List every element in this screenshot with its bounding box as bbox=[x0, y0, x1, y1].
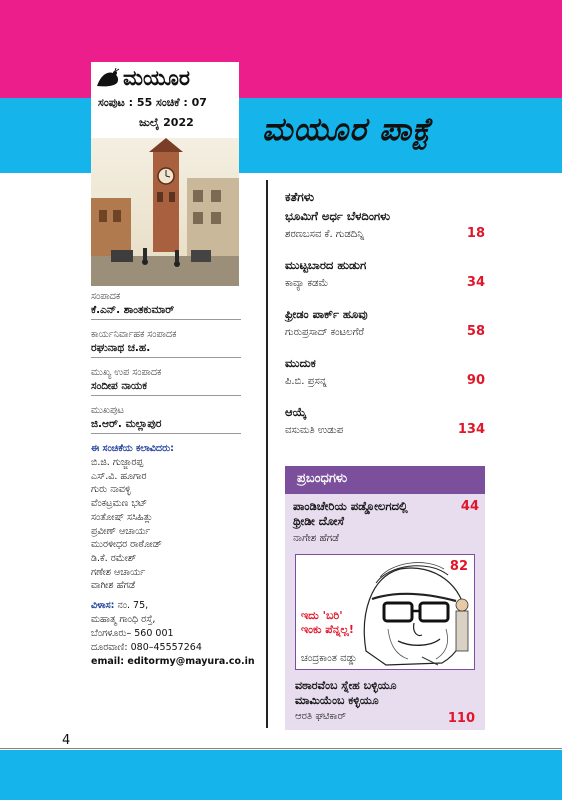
column-divider bbox=[266, 180, 268, 728]
address-line-3: ಬೆಂಗಳೂರು– 560 001 bbox=[91, 628, 174, 640]
article-page-number: 82 bbox=[449, 559, 468, 574]
article-title-line-2: ಇಂಕು ಪೆನ್ನಲ್ಲ! bbox=[301, 623, 354, 636]
contributors-list bbox=[91, 456, 261, 593]
contributor-name: ಎಸ್.ವಿ. ಹೂಗಾರ bbox=[91, 470, 147, 482]
article-author: ಚಂದ್ರಕಾಂತ ವಡ್ಡು bbox=[301, 653, 358, 664]
contributor-name: ವಾಗೀಶ ಹೆಗಡೆ bbox=[91, 580, 136, 592]
table-of-contents bbox=[285, 188, 485, 453]
stories-heading: ಕತೆಗಳು bbox=[285, 190, 315, 204]
article-title-line-1: ಪಾಂಡಿಚೇರಿಯ ಪಡ್ಡೋಲಗದಲ್ಲಿ bbox=[293, 499, 408, 513]
magazine-title: ಮಯೂರ ಪಾಕ್ಟೆ bbox=[262, 110, 431, 148]
article-illustration[interactable] bbox=[295, 554, 475, 670]
editor-name: ಕೆ.ಎನ್. ಶಾಂತಕುಮಾರ್ bbox=[91, 304, 175, 316]
address-block bbox=[91, 599, 261, 669]
cover-painting-image bbox=[91, 138, 239, 286]
staff-divider bbox=[91, 357, 241, 358]
contributor-name: ಪ್ರವೀಣ್ ಆಚಾರ್ಯ bbox=[91, 525, 151, 537]
article-title bbox=[301, 609, 354, 637]
story-author: ಶರಣಬಸವ ಕೆ. ಗುಡದಿನ್ನಿ bbox=[285, 229, 365, 240]
articles-heading-bar bbox=[285, 466, 485, 494]
cover-issue-line: ಸಂಪುಟ : 55 ಸಂಚಿಕೆ : 07 bbox=[98, 96, 207, 109]
peacock-icon bbox=[95, 68, 121, 88]
header-pink-band bbox=[0, 0, 562, 98]
story-entry[interactable] bbox=[285, 257, 485, 291]
story-page-number: 18 bbox=[466, 226, 485, 241]
article-entry[interactable] bbox=[295, 678, 475, 724]
phone-number: ದೂರವಾಣಿ: 080–45557264 bbox=[91, 642, 202, 654]
email-link[interactable]: email: editormy@mayura.co.in bbox=[91, 656, 255, 668]
contributor-name: ಸಂತೋಷ್ ಸಸಿಹಿತ್ಲು bbox=[91, 511, 153, 523]
story-title: ಮುದುಕ bbox=[285, 356, 316, 370]
deputy-editor-role: ಮುಖ್ಯ ಉಪ ಸಂಪಾದಕ bbox=[91, 367, 162, 378]
article-title-line-2: ಥ್ರೀಡೀ ದೋಸೆ bbox=[293, 514, 344, 528]
exec-editor-role: ಕಾರ್ಯನಿರ್ವಾಹಕ ಸಂಪಾದಕ bbox=[91, 329, 177, 340]
story-page-number: 90 bbox=[466, 373, 485, 388]
contributor-name: ಮುರಳೀಧರ ರಾಠೋಡ್ bbox=[91, 539, 162, 551]
contributor-name: ಗುರು ನಾವಳ್ಳಿ bbox=[91, 484, 131, 496]
cover-logo-text: ಮಯೂರ bbox=[123, 66, 190, 90]
staff-divider bbox=[91, 395, 241, 396]
exec-editor-credit bbox=[91, 328, 261, 358]
editor-credit bbox=[91, 290, 261, 320]
footer-rule bbox=[0, 748, 562, 749]
address-label: ವಿಳಾಸ: bbox=[91, 600, 115, 612]
articles-heading: ಪ್ರಬಂಧಗಳು bbox=[297, 471, 348, 486]
cover-month-line: ಜುಲೈ 2022 bbox=[139, 116, 194, 129]
article-entry[interactable] bbox=[293, 499, 479, 546]
address-line-1: ನಂ. 75, bbox=[117, 600, 149, 612]
contributors-heading: ಈ ಸಂಚಿಕೆಯ ಕಲಾವಿದರು: bbox=[91, 443, 174, 454]
deputy-editor-credit bbox=[91, 366, 261, 396]
story-page-number: 134 bbox=[457, 422, 485, 437]
footer-cyan-band bbox=[0, 750, 562, 800]
article-title-line-1: ಇದು 'ಬರಿ' bbox=[301, 609, 343, 622]
contributor-name: ಡಿ.ಕೆ. ರಮೇಶ್ bbox=[91, 552, 137, 564]
story-author: ಗುರುಪ್ರಸಾದ್ ಕಂಟಲಗೆರೆ bbox=[285, 327, 365, 338]
story-author: ವಸುಮತಿ ಉಡುಪ bbox=[285, 425, 344, 436]
story-author: ಕಾವ್ಯಾ ಕಡಮೆ bbox=[285, 278, 329, 289]
staff-divider bbox=[91, 433, 241, 434]
story-entry[interactable] bbox=[285, 355, 485, 389]
story-title: ಭೂಮಿಗೆ ಅರ್ಧ ಬೆಳದಿಂಗಳು bbox=[285, 209, 391, 223]
cover-artist-role: ಮುಖಪುಟ bbox=[91, 405, 124, 416]
article-author: ನಾಗೇಶ ಹೆಗಡೆ bbox=[293, 533, 339, 544]
article-page-number: 110 bbox=[447, 711, 475, 726]
cover-logo bbox=[95, 66, 190, 90]
address-line bbox=[91, 599, 261, 613]
exec-editor-name: ರಘುನಾಥ ಚ.ಹ. bbox=[91, 342, 151, 354]
editor-role: ಸಂಪಾದಕ bbox=[91, 291, 121, 302]
article-title-line-2: ಮಾಮಿಯೆಂಬ ಕಳ್ಳಿಯೂ bbox=[295, 694, 379, 707]
page-number: 4 bbox=[62, 733, 71, 748]
story-page-number: 34 bbox=[466, 275, 485, 290]
address-line-2: ಮಹಾತ್ಮ ಗಾಂಧಿ ರಸ್ತೆ, bbox=[91, 614, 156, 626]
staff-credits bbox=[91, 290, 261, 669]
story-entry[interactable] bbox=[285, 306, 485, 340]
article-page-number: 44 bbox=[460, 499, 479, 514]
article-title-line-1: ವಠಾರವೆಂಬ ಸ್ನೇಹ ಬಳ್ಳಿಯೂ bbox=[295, 679, 397, 692]
contributor-name: ಬಿ.ಜಿ. ಗುಜ್ಜಾರಪ್ಪ bbox=[91, 457, 144, 468]
story-entry[interactable] bbox=[285, 208, 485, 242]
article-author: ಆರತಿ ಘಟಿಕಾರ್ bbox=[295, 711, 346, 722]
story-author: ಪಿ.ಬಿ. ಪ್ರಸನ್ನ bbox=[285, 376, 327, 387]
deputy-editor-name: ಸಂದೀಪ ನಾಯಕ bbox=[91, 380, 147, 392]
story-page-number: 58 bbox=[466, 324, 485, 339]
staff-divider bbox=[91, 319, 241, 320]
contributor-name: ಗಣೇಶ ಆಚಾರ್ಯ bbox=[91, 566, 146, 578]
cover-artist-credit bbox=[91, 404, 261, 434]
cover-artist-name: ಜಿ.ಆರ್. ಮಲ್ಲಾಪುರ bbox=[91, 418, 162, 430]
story-title: ಫ್ರೀಡಂ ಪಾರ್ಕ್ ಹೂವು bbox=[285, 307, 368, 321]
articles-box bbox=[285, 466, 485, 730]
story-title: ಮುಟ್ಟಬಾರದ ಹುಡುಗ bbox=[285, 258, 367, 272]
story-title: ಆಯ್ಕೆ bbox=[285, 405, 307, 419]
cover-thumbnail-card bbox=[91, 62, 239, 138]
contributor-name: ವೆಂಕಟ್ರಮಣ ಭಟ್ bbox=[91, 498, 148, 510]
story-entry[interactable] bbox=[285, 404, 485, 438]
